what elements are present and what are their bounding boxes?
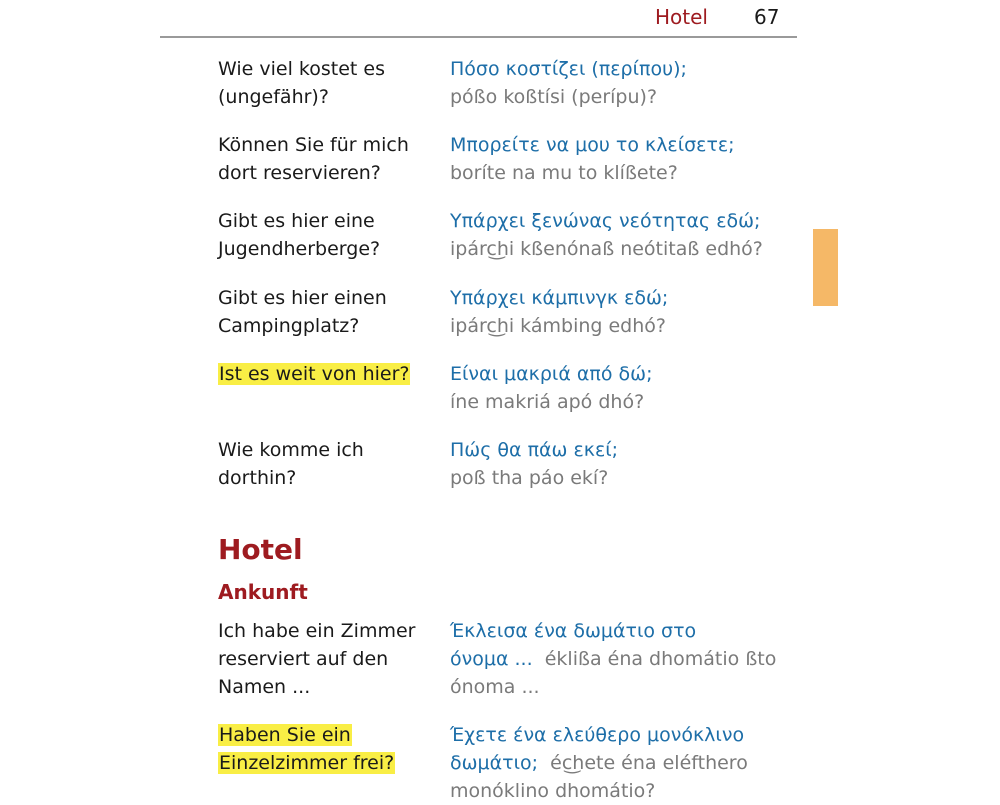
german-line: dorthin? xyxy=(218,467,297,489)
greek-text: Υπάρχει ξενώνας νεότητας εδώ; xyxy=(450,210,761,232)
greek-text: όνομα ... xyxy=(450,648,533,670)
phrase-greek xyxy=(450,617,776,701)
german-line xyxy=(218,721,443,749)
transliteration: ipárc͜hi kámbing edhó? xyxy=(450,315,666,337)
phrase-german xyxy=(218,617,443,701)
german-line xyxy=(218,360,443,388)
german-line xyxy=(218,749,443,777)
greek-line xyxy=(450,645,776,673)
greek-line xyxy=(450,749,748,777)
german-line: Gibt es hier einen xyxy=(218,287,387,309)
transliteration: íne makriá apó dhó? xyxy=(450,391,645,413)
translit-line xyxy=(450,673,776,701)
german-line: dort reservieren? xyxy=(218,162,381,184)
translit-line xyxy=(450,777,748,805)
german-line: Ich habe ein Zimmer xyxy=(218,620,416,642)
phrase-greek xyxy=(450,207,763,263)
transliteration: poß tha páo ekí? xyxy=(450,467,609,489)
phrase-german xyxy=(218,207,443,263)
greek-line xyxy=(450,617,776,645)
german-line: Namen ... xyxy=(218,676,311,698)
highlighted-phrase: Ist es weit von hier? xyxy=(219,363,410,385)
running-header-title: Hotel xyxy=(655,5,708,29)
chapter-thumb-tab xyxy=(813,229,838,306)
phrase-greek xyxy=(450,55,687,111)
transliteration: éklißa éna dhomátio ßto xyxy=(544,648,777,670)
greek-text: Υπάρχει κάμπινγκ εδώ; xyxy=(450,287,669,309)
transliteration: ónoma ... xyxy=(450,676,540,698)
phrase-greek xyxy=(450,360,652,416)
phrase-german xyxy=(218,55,443,111)
greek-text: Μπορείτε να μου το κλείσετε; xyxy=(450,134,735,156)
phrase-german xyxy=(218,436,443,492)
greek-text: Έχετε ένα ελεύθερο μονόκλινο xyxy=(450,724,745,746)
transliteration: ipárc͜hi kßenónaß neótitaß edhó? xyxy=(450,238,763,260)
german-line: reserviert auf den xyxy=(218,648,389,670)
german-line: Campingplatz? xyxy=(218,315,360,337)
greek-text: Πώς θα πάω εκεί; xyxy=(450,439,619,461)
phrase-greek xyxy=(450,131,735,187)
section-subheading: Ankunft xyxy=(218,580,308,604)
transliteration: póßo koßtísi (perípu)? xyxy=(450,86,658,108)
greek-text: Είναι μακριά από δώ; xyxy=(450,363,653,385)
greek-text: δωμάτιο; xyxy=(450,752,539,774)
german-line: Wie viel kostet es xyxy=(218,58,385,80)
german-line: Gibt es hier eine xyxy=(218,210,375,232)
german-line: Können Sie für mich xyxy=(218,134,409,156)
highlighted-phrase: Einzelzimmer frei? xyxy=(219,752,395,774)
transliteration: boríte na mu to klíßete? xyxy=(450,162,678,184)
transliteration: monóklino dhomátio? xyxy=(450,780,656,802)
highlighted-phrase: Haben Sie ein xyxy=(219,724,351,746)
header-divider xyxy=(160,36,797,38)
phrase-greek xyxy=(450,436,618,492)
greek-text: Πόσο κοστίζει (περίπου); xyxy=(450,58,687,80)
greek-line xyxy=(450,721,748,749)
greek-text: Έκλεισα ένα δωμάτιο στο xyxy=(450,620,697,642)
transliteration: éc͜hete éna eléfthero xyxy=(550,752,748,774)
phrase-greek xyxy=(450,284,668,340)
phrase-german xyxy=(218,131,443,187)
german-line: Wie komme ich xyxy=(218,439,364,461)
phrase-greek xyxy=(450,721,748,805)
german-line: Jugendherberge? xyxy=(218,238,381,260)
german-line: (ungefähr)? xyxy=(218,86,329,108)
phrase-german xyxy=(218,284,443,340)
page-number: 67 xyxy=(754,5,780,29)
phrase-german xyxy=(218,360,443,388)
phrase-german xyxy=(218,721,443,777)
section-heading: Hotel xyxy=(218,533,303,566)
